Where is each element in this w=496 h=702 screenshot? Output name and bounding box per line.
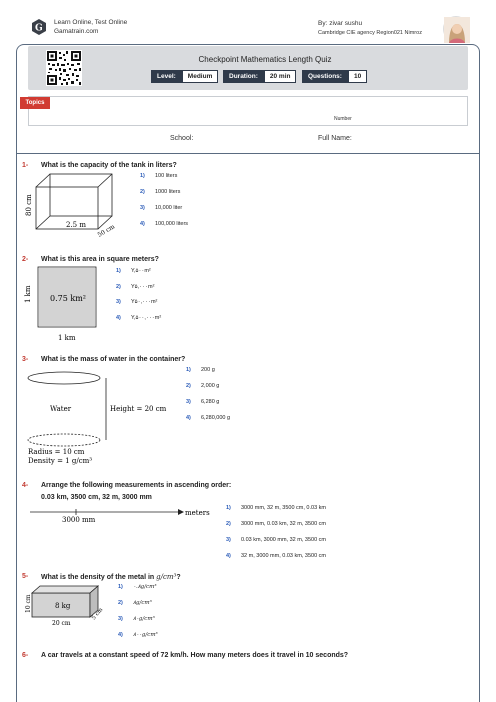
cylinder-figure xyxy=(22,368,182,468)
option[interactable]: 2) 3000 mm, 0.03 km, 32 m, 3500 cm xyxy=(226,521,326,527)
question-number: 5- xyxy=(22,573,29,580)
option-text: Y۵,۰۰۰m² xyxy=(131,284,155,290)
question-subtext: 0.03 km, 3500 cm, 32 m, 3000 mm xyxy=(41,494,152,501)
option-text: 6,280 g xyxy=(201,399,220,405)
water-label: Water xyxy=(50,405,72,413)
option[interactable]: 4) 32 m, 3000 mm, 0.03 km, 3500 cm xyxy=(226,553,326,559)
option[interactable]: 2) ۸g/cm³ xyxy=(118,600,152,606)
question-number: 2- xyxy=(22,256,29,263)
avatar xyxy=(443,16,469,42)
option[interactable]: 4) Y,۵۰۰,۰۰۰m² xyxy=(116,315,162,321)
number-label: Number xyxy=(334,116,352,122)
questions-badge xyxy=(302,70,367,83)
option-text: 100 liters xyxy=(155,173,178,179)
option-text: 10,000 liter xyxy=(155,205,183,211)
questions-label: Questions: xyxy=(302,70,348,83)
metal-block-figure xyxy=(24,583,114,629)
questions-value: 10 xyxy=(348,70,367,83)
block-height-label: 10 cm xyxy=(25,594,32,613)
option[interactable]: 1) Y,۵۰۰m² xyxy=(116,268,151,274)
duration-badge xyxy=(223,70,296,83)
option-text: 0.03 km, 3000 mm, 32 m, 3500 cm xyxy=(241,537,326,543)
question-text: What is the capacity of the tank in liters? xyxy=(41,162,177,169)
axis-label: meters xyxy=(185,509,210,517)
option-text: ۸g/cm³ xyxy=(133,600,152,606)
topics-box xyxy=(28,96,468,126)
option-text: Y,۵۰۰,۰۰۰m² xyxy=(131,315,162,321)
site-tagline: Learn Online, Test Online xyxy=(54,19,128,26)
qr-code-icon xyxy=(46,50,82,86)
tank-depth-label: 50 cm xyxy=(96,223,117,239)
question-number: 6- xyxy=(22,652,29,659)
option-text: ۸۰g/cm³ xyxy=(133,616,155,622)
author-info xyxy=(318,20,422,36)
option[interactable]: 4) ۸۰۰g/cm³ xyxy=(118,632,158,638)
side-horizontal-label: 1 km xyxy=(58,334,76,342)
question-text: What is the mass of water in the container? xyxy=(41,356,186,363)
section-divider xyxy=(17,153,479,154)
question-number: 1- xyxy=(22,162,29,169)
option[interactable]: 1) 100 liters xyxy=(140,173,178,179)
question-number: 3- xyxy=(22,356,29,363)
radius-label: Radius = 10 cm xyxy=(28,448,85,456)
option-text: 100,000 liters xyxy=(155,221,189,227)
option[interactable]: 3) Y۵۰,۰۰۰m² xyxy=(116,299,158,305)
option[interactable]: 3) ۸۰g/cm³ xyxy=(118,616,155,622)
option-text: ۸۰۰g/cm³ xyxy=(133,632,158,638)
option-text: 2,000 g xyxy=(201,383,220,389)
option-text: ۰.۸g/cm³ xyxy=(133,584,157,590)
number-line-figure xyxy=(28,505,208,527)
option-text: 6,280,000 g xyxy=(201,415,231,421)
level-badge xyxy=(151,70,218,83)
block-depth-label: 5 cm xyxy=(90,607,105,622)
option-text: 3000 mm, 32 m, 3500 cm, 0.03 km xyxy=(241,505,326,511)
question-number: 4- xyxy=(22,482,29,489)
option[interactable]: 1) 200 g xyxy=(186,367,215,373)
option-text: Y,۵۰۰m² xyxy=(131,268,151,274)
cylinder-height-label: Height = 20 cm xyxy=(110,405,167,413)
option[interactable]: 3) 0.03 km, 3000 mm, 32 m, 3500 cm xyxy=(226,537,326,543)
svg-text:G: G xyxy=(35,23,43,34)
site-link[interactable]: Gamatrain.com xyxy=(54,28,99,35)
author-agency: Cambridge CIE agency Region021 Nimroz xyxy=(318,30,422,36)
option[interactable]: 2) 2,000 g xyxy=(186,383,220,389)
option-text: Y۵۰,۰۰۰m² xyxy=(131,299,158,305)
option-text: 200 g xyxy=(201,367,215,373)
area-figure xyxy=(20,265,104,345)
option-text: 32 m, 3000 mm, 0.03 km, 3500 cm xyxy=(241,553,326,559)
area-label: 0.75 km² xyxy=(50,294,86,303)
option[interactable]: 4) 100,000 liters xyxy=(140,221,189,227)
option-text: 1000 liters xyxy=(155,189,181,195)
tank-figure xyxy=(26,170,136,240)
option[interactable]: 2) 1000 liters xyxy=(140,189,181,195)
duration-value: 20 min xyxy=(264,70,297,83)
question-text: What is the density of the metal in g/cm³? xyxy=(41,573,181,581)
side-vertical-label: 1 km xyxy=(24,285,32,303)
quiz-title: Checkpoint Mathematics Length Quiz xyxy=(198,55,332,64)
level-value: Medium xyxy=(182,70,219,83)
gamatrain-logo-icon xyxy=(30,18,48,36)
level-label: Level: xyxy=(151,70,182,83)
option[interactable]: 3) 6,280 g xyxy=(186,399,220,405)
question-text: What is this area in square meters? xyxy=(41,256,159,263)
author-name: By: zivar sushu xyxy=(318,20,363,27)
school-label: School: xyxy=(170,135,194,142)
full-name-label: Full Name: xyxy=(318,135,352,142)
duration-label: Duration: xyxy=(223,70,264,83)
tick-label: 3000 mm xyxy=(62,516,96,524)
block-length-label: 20 cm xyxy=(52,620,71,627)
question-text: A car travels at a constant speed of 72 km/h. How many meters does it travel in 10 seconds? xyxy=(41,652,349,659)
option-text: 3000 mm, 0.03 km, 32 m, 3500 cm xyxy=(241,521,326,527)
topics-tag[interactable]: Topics xyxy=(20,97,50,109)
option[interactable]: 1) 3000 mm, 32 m, 3500 cm, 0.03 km xyxy=(226,505,326,511)
tank-height-label: 80 cm xyxy=(25,194,33,216)
option[interactable]: 2) Y۵,۰۰۰m² xyxy=(116,284,155,290)
quiz-banner xyxy=(28,46,468,90)
site-header xyxy=(30,18,127,36)
tank-length-label: 2.5 m xyxy=(66,221,86,229)
option[interactable]: 4) 6,280,000 g xyxy=(186,415,231,421)
mass-label: 8 kg xyxy=(55,602,71,610)
option[interactable]: 1) ۰.۸g/cm³ xyxy=(118,584,157,590)
option[interactable]: 3) 10,000 liter xyxy=(140,205,183,211)
density-label: Density = 1 g/cm³ xyxy=(28,457,93,465)
question-text: Arrange the following measurements in ascending order: xyxy=(41,482,232,489)
